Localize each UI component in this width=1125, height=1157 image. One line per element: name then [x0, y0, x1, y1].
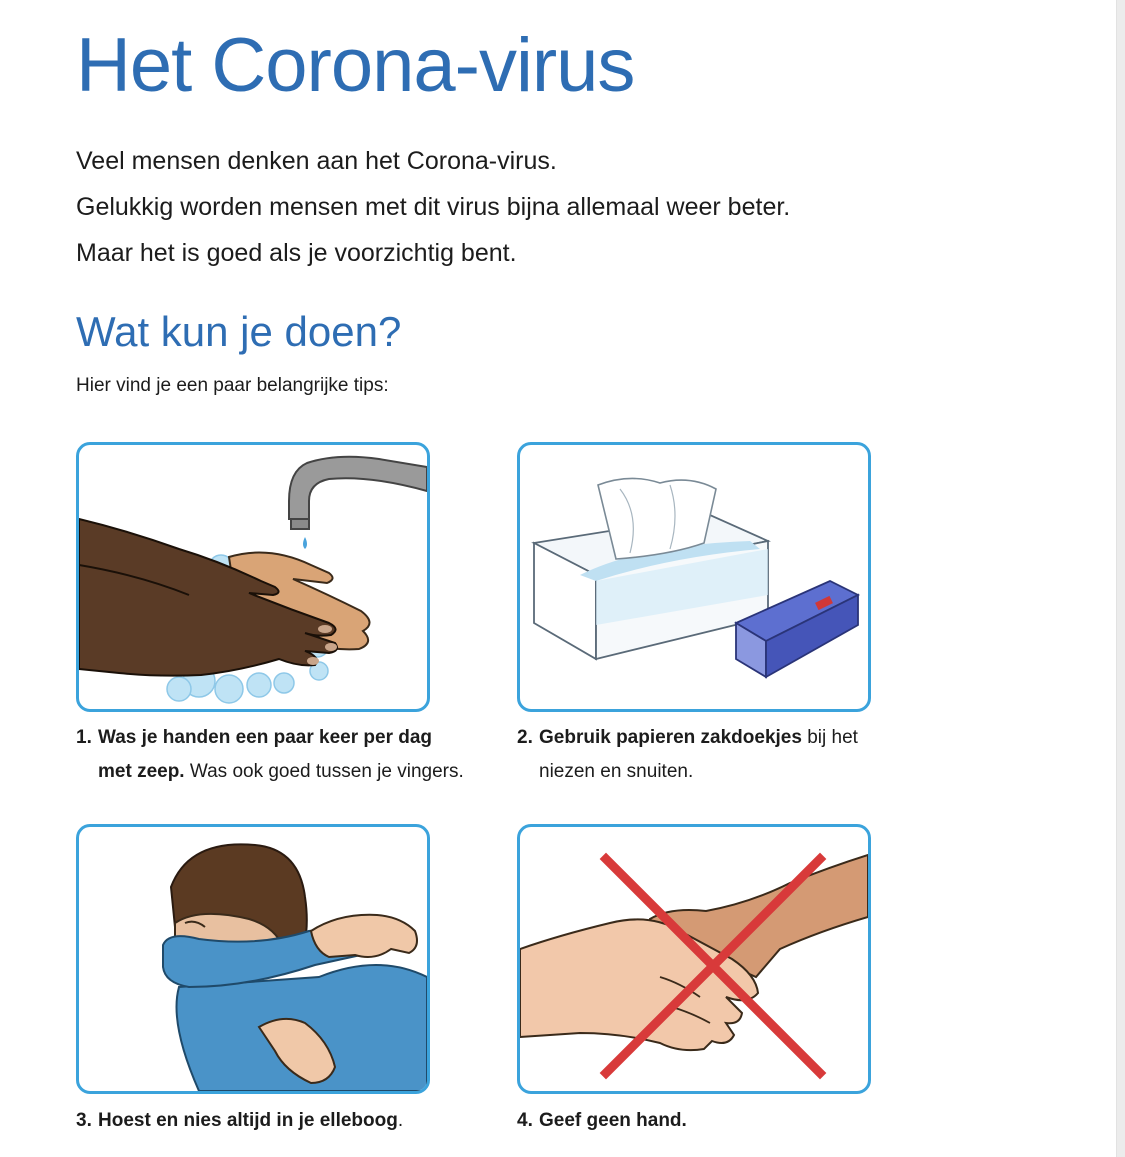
tip-caption-3 — [76, 1104, 496, 1138]
tip-text: . — [397, 1110, 404, 1131]
handwashing-icon — [79, 445, 427, 709]
tip-caption-1 — [76, 721, 496, 789]
tip-number: 3. — [76, 1110, 92, 1131]
tip-number: 2. — [517, 727, 533, 748]
intro-text — [76, 138, 790, 276]
intro-line: Gelukkig worden mensen met dit virus bijna allemaal weer beter. — [76, 193, 791, 221]
section-lead: Hier vind je een paar belangrijke tips: — [76, 375, 389, 396]
scrollbar-track[interactable] — [1116, 0, 1125, 1157]
tip-caption-4 — [517, 1104, 937, 1138]
page-title: Het Corona-virus — [76, 23, 635, 108]
tip-bold-text: Gebruik papieren zakdoekjes — [539, 727, 802, 748]
tip-bold-text: Was je handen een paar keer per dag — [98, 727, 433, 748]
tip-bold-text: met zeep. — [98, 761, 185, 782]
elbow-sneeze-icon — [79, 827, 427, 1091]
tip-card-4 — [517, 824, 871, 1094]
tip-number: 1. — [76, 727, 92, 748]
tip-card-3 — [76, 824, 430, 1094]
section-heading: Wat kun je doen? — [76, 308, 402, 355]
tip-card-2 — [517, 442, 871, 712]
no-handshake-icon — [520, 827, 868, 1091]
tip-text: Was ook goed tussen je vingers. — [184, 761, 464, 782]
tip-card-1 — [76, 442, 430, 712]
tip-number: 4. — [517, 1110, 533, 1131]
tip-text: niezen en snuiten. — [539, 761, 694, 782]
tip-bold-text: Geef geen hand. — [539, 1110, 687, 1131]
tissues-icon — [520, 445, 868, 709]
intro-line: Maar het is goed als je voorzichtig bent. — [76, 239, 517, 267]
tip-text: bij het — [801, 727, 858, 748]
intro-line: Veel mensen denken aan het Corona-virus. — [76, 147, 557, 175]
tip-bold-text: Hoest en nies altijd in je elleboog — [98, 1110, 398, 1131]
tip-caption-2 — [517, 721, 937, 789]
